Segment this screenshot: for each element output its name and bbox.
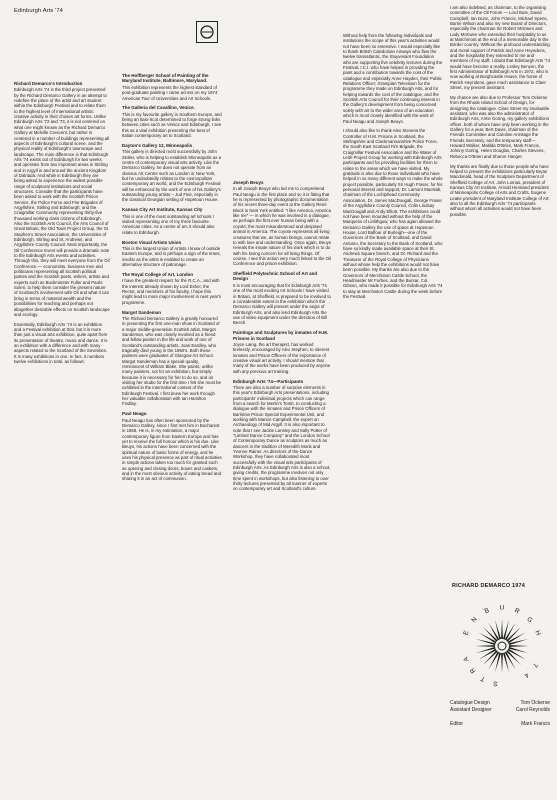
section-paragraph: There are also a number of surprise elements in this year's Edinburgh Arts presentations, including participants' individual projects which can range from a search for Merlin's Tomb, to conducting a dialogue with the inmates and Prison Officers of Barlinnie Prison Special Experimental Unit, and working with Marion Campbell, the expert on Archaeology of Mid Argyll. It is also important to note that I see Jackie Lansley and Sally Potter of "Limited Dance Company" and the London School of Contemporary Dance as sculptors as much as dancers in the tradition of Meredith Monk and Yvonne Rainer. As directors of the Dance Workshop, they have collaborated most successfully with the visual arts participants of Edinburgh Arts. As Edinburgh Arts is also a school, giving credits, the programme involves not only time spent in workshops, but also listening to over thirty lectures presented by all manner of experts on contemporary art and Scotland's culture. [233,384,331,492]
seal-letter-year: 4 [522,671,530,679]
credit-role-design: Catalogue Design [450,700,490,706]
logo-emblem [196,21,218,43]
section-paragraph: Edinburgh Arts '74 is the third project presented by the Richard Demarco Gallery in an attempt to redefine the place of the artist and art student within the Edinburgh Festival and to relate them to the highest level of international artistic creative activity in their chosen art forms. Unlike Edinburgh Arts '72 and '73, it is not centered on what one might known as the Richard Demarco Gallery at Melville Crescent, but rather is centered in a number of buildings representing all aspects of Edinburgh's cultural scene, and the physical reality of Edinburgh's townscape and landscape. The main difference is that Edinburgh Arts '74 exists out of Edinburgh for two weeks and operates from two important areas in Stirling and in Argyll in and around the ancient Kingdom of Dalriada. And while in Edinburgh they are being asked to experience the widest possible range of sculptural institutions and social structures. Consider that the participants have been asked to work with the Scottish Prison Service, the Police Force and Fire Brigades of Argyllshire, Stirling and Edinburgh; and the Craigmillar Community representing thirty-five thousand working class citizens of Edinburgh. Also the Scottish Arts Council, the Arts Council of Great Britain, the Old Town Project Group, the St. Stephen's Street Association, the Universities of Edinburgh, Stirling and St. Andrews, and Argyllshire County Council. Most importantly, the Oil Conference Event will provide a dramatic note to the Edinburgh Arts events and activities. Through this, they will meet everyone from the Oil Conference — economists, business men and politicians representing all Scottish political parties and the Scottish poets, writers, artists and experts such as Buckminster Fuller and Paolo Soleri, to help them consider the present nature of Scotland's involvement with Oil and what it can bring in terms of material wealth and the possibilities for reaching and perhaps not altogether desirable effects on Scottish landscape and ecology. [14,87,110,317]
section-paragraph: Essentially, Edinburgh Arts '74 is an exhibition and a Festival exhibition at that, but it is more than just a visual arts exhibition, quite apart from its presentation of theatre, music and dance. It is an exhibition with a difference and with many aspects related to the Scotland of the Seventies. It is many exhibitions in one. In fact, it numbers twelve exhibitions in total, as follows: [14,321,108,365]
seal-letter-top: G [525,615,534,625]
section-heading: Edinburgh Arts '74—Participants [233,378,304,384]
section-heading: Boston Visual Artists Union [122,239,182,245]
section-heading: Kansas City Art Institute, Kansas City [122,207,203,213]
section-paragraph: It is most encouraging that for Edinburgh Arts '74 one of the most exciting Art Schools I have visited in Britain, at Sheffield, is prepared to be involved to a considerable extent in the exhibition which the Demarco Gallery will present under the aegis of Edinburgh Arts, and also lend Edinburgh Arts the use of video equipment under the direction of Bill Beech. [233,282,331,326]
seal-letter-top: R [513,607,521,616]
credit-role-editor: Editor [450,721,464,727]
seal-letter-bottom: R [468,666,478,675]
credit-role-assistant: Assistant Designer [450,706,492,713]
credit-name-assistant: Carol Reynolds [515,706,550,713]
section-heading: Richard Demarco's Introduction [14,81,83,86]
section-paragraph: This is one of the most outstanding art schools I visited representing one of my three favourite American cities. As a centre of art, it should also relate to Edinburgh. [122,213,215,235]
column-exhibitions [122,73,222,486]
section-paragraph: I am also indebted, as chairman, to the organising committee of the Oil Forum — Lord Bute, David Campbell, Ian Dunn, John Francis, Michael Spens, Barrie Wilson and also my new Board of Directors, especially the chairman Sir Robert McEwen and Lady McEwen who extended their hospitality to us at Marchmont at the end of a memorable day in the Border country. Without the profound understanding and moral support of Patrick and Anne Heyndens, and the hospitality they extended to me and members of my staff, I doubt that Edinburgh Arts '74 would have become a reality. Lesley Benyon, the first Administrator of Edinburgh Arts in 1972, who is now working at Burghcastle House, the home of Patrick Heyndens, gave much assistance to Clare Street, my present assistant. [450,5,550,91]
edinburgh-arts-seal [456,600,548,692]
section-paragraph: I have the greatest respect for the R.C.A., and with the interest already shown by Lord Esher, the Rector, and members of his faculty, I hope this might lead to more major involvement in next year's programme. [122,278,222,305]
seal-letter-bottom: A [462,655,471,663]
section-heading: Paul Neagu [122,411,147,417]
seal-ray [501,653,503,673]
seal-letter-top: E [462,629,471,637]
column-thanks [450,5,550,222]
seal-letter-top: N [470,615,479,625]
catalogue-credits [450,700,550,728]
framed-circle-emblem-icon [199,24,215,40]
section-paragraph: In all Joseph Beuys who led me to comprehend Paul Neagu in the first place and so it is fitting that he is represented by photographic documentation of his recent three-day event at the Gallery René Block in New York entitled: "I like America, America like me" — in which he was involved in a dialogue, as perhaps the first ever human being with a coyote, the most misunderstood and despised animal in America. The coyote represents all living creatures that we, as human beings, cannot relate to with love and understanding. Once again, Beuys reveals the innate nature of his work which is to do with his loving concern for all living things. Of course, I see this action very much linked to the Oil Conference and prison exhibition. [233,186,332,267]
section-heading: Dayton's Gallery 12, Minneapolis [122,142,193,148]
column-exhibitions-continued [233,180,332,496]
seal-rays [475,619,529,673]
section-heading: The Royal College of Art, London [122,271,194,277]
seal-letter-bottom: S [492,679,499,688]
section-paragraph: My thanks are finally due to those people who have helped to present the exhibitions particularly Bryan Macdonald, head of the Sculpture Department of Sheffield College of Art, John Lomas, president of Kansas City Art Institute, Arnold Herstand president of Minneapolis College of Arts and Crafts, Eugene Leake president of Maryland Institute College of Art; also to all the Edinburgh Arts '74 participants without whom all activities would not have been possible. [450,163,550,217]
author-signature: RICHARD DEMARCO 1974 [452,583,526,589]
section-paragraph: My chance are also due to Professor Tom Ockeme from the Rhode Island School of Design, for designing the catalogue. Clare Street my invaluable assistant, who was also the administrator of Edinburgh Arts, Anne Goring, my gallery exhibitions officer, both of whom have only been working in the Gallery for a year, Bert Davis, chairman of the Friends Committee and Caroline Armitage the Friends Secretary, and the temporary staff—Howard Walker, Matilda O'Brien, Mark Francis, Johnny Goring, Helen Douglas, Charles Stevens, Rebecca O'Brien and Sharon Hanger. [450,95,550,159]
section-heading: The Hoffberger School of Painting of the Maryland Institute, Baltimore, Maryland. [122,73,209,84]
seal-letter-top: U [499,604,505,612]
section-paragraph: This exhibition represents the highest standard of post-graduate painting I came across on my 1974 American Tour of Universities and Art Schools. [122,84,218,101]
section-paragraph: Paul Neagu has often been sponsored by the Demarco Gallery, since I first met him in Bucharest in 1968. He is, in my estimation, a major contemporary figure from Eastern Europe and has yet to receive the full honour which is his due. Like Beuys, his actions have been concerned with the spiritual nature of basic forms of energy, and he uses his physical presence as part of ritual activities in simple actions taken too much for granted such as opening and closing doors, boxes and caskets, and in the most obvious activity of eating bread and sharing it in an act of communion. [122,417,222,482]
section-heading: Paintings and Sculptures by inmates of H.M. Prisons in Scotland [233,330,329,341]
section-heading: The Galleria del Cavallino, Venice. [122,105,195,111]
seal-letter-top: H [533,629,542,637]
section-paragraph: Without help from the following individuals and institutions the scope of this year's activities would not have been so extensive. I would especially like to thank British Caledonian Airways who flew the twelve transatlantic, the Stuyvesant Foundation who are supporting five celebrity lectures during the Festival, I.C.I. who have helped in providing the paint and a contribution towards the cost of the catalogue and especially Anne Hayden, their Public Relations Officer; Grampian Television for the programme they made on Edinburgh Arts, and for helping towards the cost of the catalogue, and the Scottish Arts Council for their continuing interest in the Gallery's development from being concerned solely with art to the wider area of an education which is most closely identified with the work of Paul Neagu and Joseph Beuys. [343,33,443,124]
section-heading: Margot Sandeman [122,309,162,315]
section-paragraph: I should also like to thank Alex Stevens the Controller of H.M. Prisons in Scotland, the Stirlingshire and Clackmannanshire Police Force, the South East Scotland Fire Brigade, the Craigmillar Festival Association and the Water of Leith Project Group for working with Edinburgh Arts participants and for providing facilities for them to relate to the areas which we have visited. My gratitude is also due to those individuals who have helped in so many different ways to make the whole project possible, particularly Sir Hugh Fraser, for his personal interest and support, Dr. Lamont MacNab, chairman of the Lochiphead Community Association, Dr. James MacDougall, George Fraser of the Argyllshire County Council, Colin Lindsay MacDougall and Andy Elliott. The exhibitions could not have been mounted without the help of the Marquess of Linlithgow, who has again allowed the Demarco Gallery the use of space at Hopetoun House, Lord Balfour of Burleigh—one of the Governors of the Bank of Scotland, and David Antonio, the Secretary to the Bank of Scotland, who have so kindly made available space at their St. Andrews Square branch, and Dr. Richard and the Treasurer of the Royal College of Physicians without whose help the exhibitions would not have been possible. My thanks are also due to the Governors of Merchiston Castle School, the Headmaster Mr Forbes, and the Bursar, Col. Gibson, who made it possible for Edinburgh Arts '74 to stay at Merchiston Castle during the week before the Festival. [343,128,443,299]
credit-name-design: Tom Ockerse [520,700,550,706]
section-heading: Joseph Beuys [233,180,264,185]
seal-ray [509,645,529,647]
seal-ray [501,619,503,639]
seal-letter-bottom: T [479,674,487,683]
section-paragraph: This is the largest Union of Artists I know of outside Eastern Europe, and is perhaps a sign of the times, insofar as the artist is enabled to create an alternative structure of patronage. [122,246,221,268]
page-header: Edinburgh Arts '74 [14,8,63,14]
section-heading: Sheffield Polytechnic School of Art and Design [233,271,318,282]
seal-letter-top: B [483,607,491,616]
section-paragraph: The Richard Demarco Gallery is greatly honoured in presenting the first one-man show in Scotland of a major middle-generation Scottish artist, Margot Sandeman, who was closely involved as a friend and fellow painter in the life and work of one of Scotland's outstanding artists, Joan Eardley, who tragically died young in the 1960's. Both these painters were graduates of Glasgow Art School. Margot Sandeman has a special quality, reminiscent of William Blake. She paints, unlike many painters, not for an exhibition, but simply because it is necessary for her to do so, and on visiting her studio for the first time I felt she must be exhibited in the international context of the Edinburgh Festival. I first knew her work through her valuable collaboration with Ian Hamilton Findlay. [122,315,221,407]
column-introduction [14,81,110,369]
column-acknowledgements [343,33,443,304]
section-paragraph: Joyce Laing, the art therapist, has worked tirelessly, encouraged by Alex Stephen, to interest inmates and Prison Officers of the importance of creative visual art activity. I should mention that many of the works have been produced by anyone with any previous art training. [233,341,331,374]
seal-ray [475,645,495,647]
section-paragraph: This is my favourite gallery in Southern Europe, and being an Italo-Scot determined to forge strong links between cities such as Venice and Edinburgh, I see this as a vital exhibition presenting the best of Italian contemporary art to Scotland. [122,111,222,139]
seal-hub [498,642,506,650]
section-paragraph: This gallery is directed most successfully by John Stoller, who is helping to establish Minneapolis as a centre of contemporary visual arts activity. Like the Demarco Gallery, he does not operate from an obvious Art Centre such as London or New York, but he undoubtedly relates to the cosmopolitan contemporary art world, and the Edinburgh Festival will be enhanced by the work of one of his Gallery's outstanding young artists – Jud Fine, especially in the classical Georgian setting of Hopetoun House. [122,149,221,203]
seal-letter-year: 7 [530,661,539,669]
credit-name-editor: Mark Francis [521,721,550,727]
